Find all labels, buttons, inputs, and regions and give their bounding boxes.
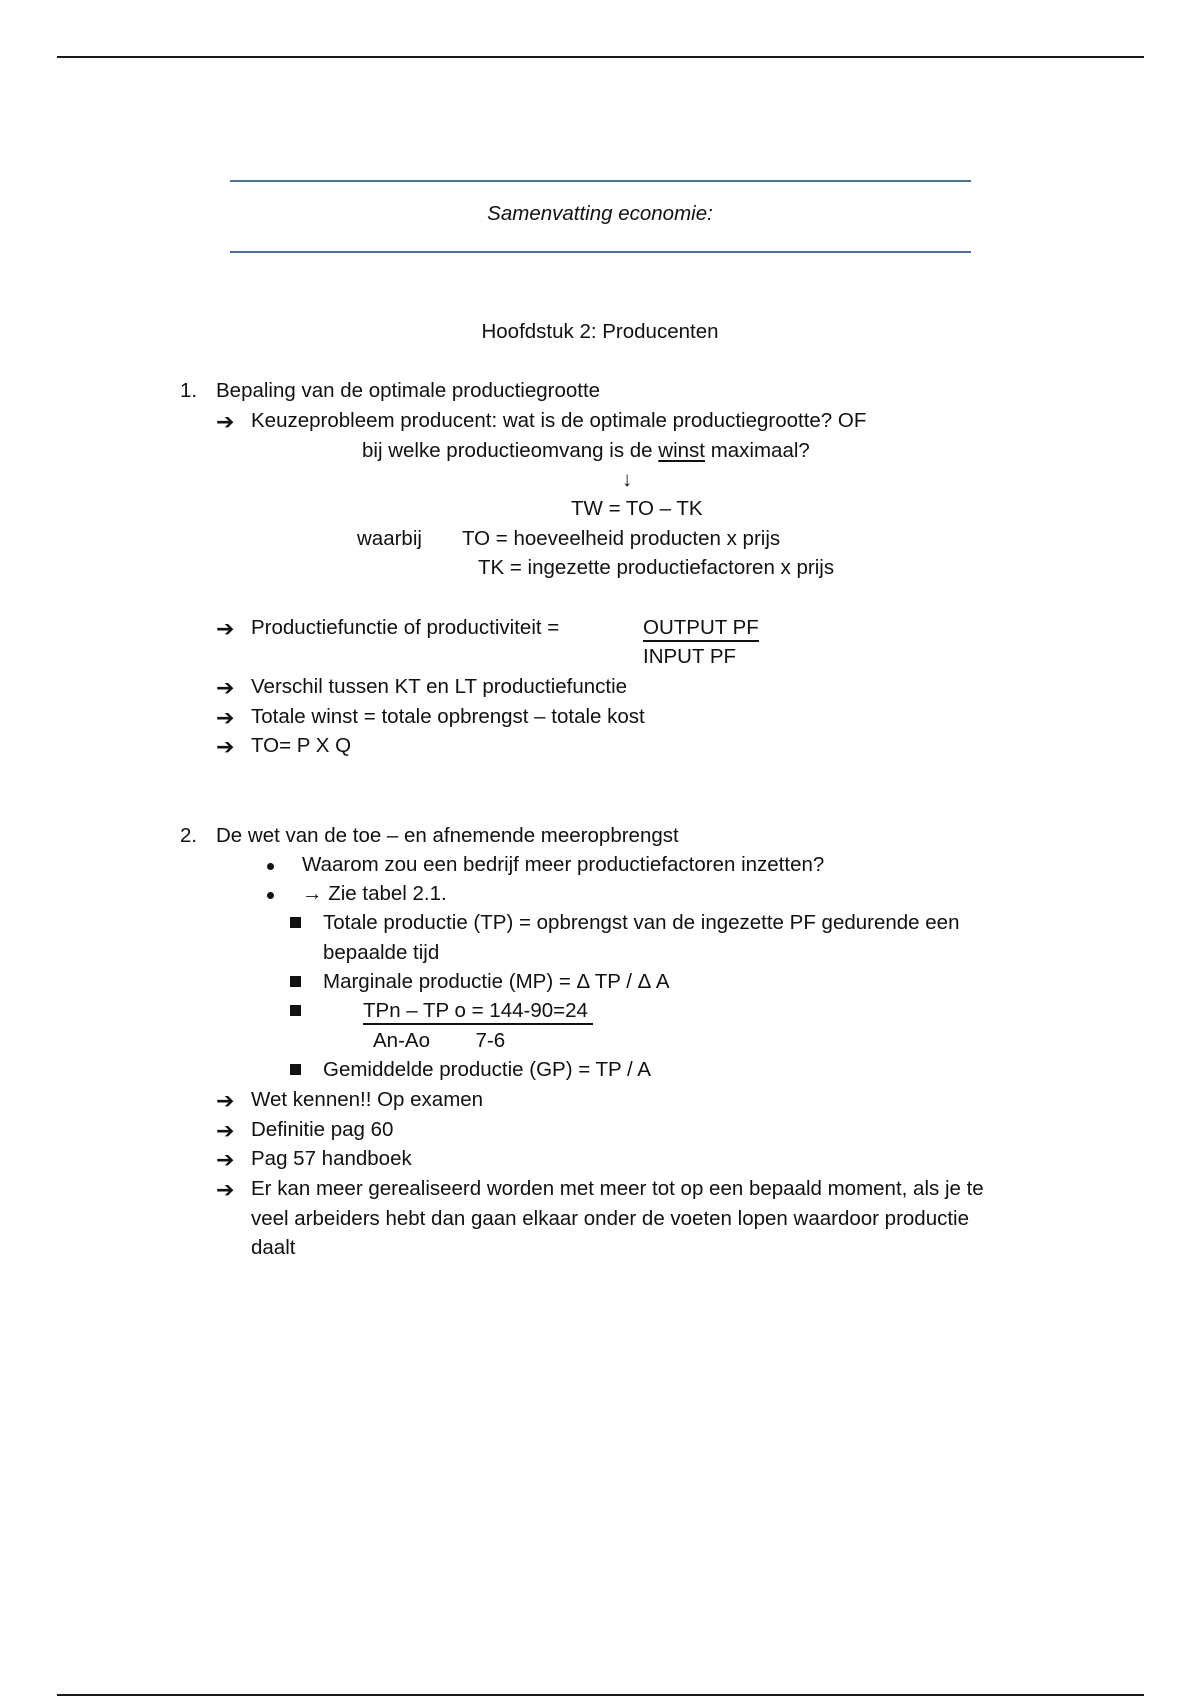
wet-kennen: Wet kennen!! Op examen <box>251 1088 484 1111</box>
verschil-kt-lt: Verschil tussen KT en LT productiefunctie <box>251 675 628 698</box>
page-bottom-rule <box>57 1694 1144 1696</box>
productiefunctie-denominator: INPUT PF <box>643 645 737 668</box>
right-arrow-icon: ➔ <box>216 1118 235 1143</box>
pag-handboek: Pag 57 handboek <box>251 1147 412 1170</box>
square-bullet-icon <box>290 976 301 987</box>
right-arrow-icon: ➔ <box>216 1147 235 1172</box>
section1-heading: Bepaling van de optimale productiegrootte <box>216 379 601 402</box>
meer-gerealiseerd-line1: Er kan meer gerealiseerd worden met meer tot op een bepaald moment, als je te <box>251 1177 984 1200</box>
totale-winst: Totale winst = totale opbrengst – totale kost <box>251 705 645 728</box>
square-bullet-icon <box>290 1064 301 1075</box>
square-bullet-icon <box>290 917 301 928</box>
right-arrow-icon: ➔ <box>216 675 235 700</box>
productiefunctie-numerator: OUTPUT PF <box>643 616 759 639</box>
marginale-productie: Marginale productie (MP) = Δ TP / Δ A <box>323 970 670 993</box>
tk-definition: TK = ingezette productiefactoren x prijs <box>478 556 835 579</box>
meer-gerealiseerd-line2: veel arbeiders hebt dan gaan elkaar onder de voeten lopen waardoor productie <box>251 1207 970 1230</box>
to-formula: TO= P X Q <box>251 734 352 757</box>
bullet-icon <box>267 892 274 899</box>
keuzeprobleem-line2: bij welke productieomvang is de winst maximaal? <box>362 439 810 462</box>
page-top-rule <box>57 56 1144 58</box>
section1-number: 1. <box>180 379 198 402</box>
profit-formula: TW = TO – TK <box>571 497 703 520</box>
section2-number: 2. <box>180 824 198 847</box>
chapter-heading: Hoofdstuk 2: Producenten <box>481 320 719 343</box>
winst-underlined: winst <box>658 439 705 462</box>
right-arrow-icon: ➔ <box>216 1088 235 1113</box>
keuzeprobleem-line1: Keuzeprobleem producent: wat is de optimale productiegrootte? OF <box>251 409 867 432</box>
square-bullet-icon <box>290 1005 301 1016</box>
right-arrow-icon: ➔ <box>216 705 235 730</box>
gemiddelde-productie: Gemiddelde productie (GP) = TP / A <box>323 1058 651 1081</box>
right-arrow-icon: ➔ <box>216 616 235 641</box>
document-title: Samenvatting economie: <box>487 202 713 225</box>
waarbij-label: waarbij <box>357 527 422 550</box>
meer-gerealiseerd-line3: daalt <box>251 1236 296 1259</box>
right-arrow-icon: ➔ <box>216 409 235 434</box>
bullet-zie-tabel: → Zie tabel 2.1. <box>302 882 447 905</box>
title-bottom-rule <box>230 251 971 253</box>
section2-heading: De wet van de toe – en afnemende meeropbrengst <box>216 824 679 847</box>
totale-productie-line1: Totale productie (TP) = opbrengst van de ingezette PF gedurende een <box>323 911 960 934</box>
mp-calc-denominator: An-Ao 7-6 <box>373 1029 506 1052</box>
to-definition: TO = hoeveelheid producten x prijs <box>462 527 781 550</box>
bullet-icon <box>267 863 274 870</box>
right-arrow-icon: ➔ <box>216 734 235 759</box>
productiefunctie-label: Productiefunctie of productiviteit = <box>251 616 560 639</box>
fraction-line <box>363 1023 593 1025</box>
fraction-line <box>643 640 759 642</box>
bullet-waarom: Waarom zou een bedrijf meer productiefactoren inzetten? <box>302 853 825 876</box>
title-top-rule <box>230 180 971 182</box>
down-arrow-icon: ↓ <box>622 468 633 491</box>
definitie-pag: Definitie pag 60 <box>251 1118 394 1141</box>
totale-productie-line2: bepaalde tijd <box>323 941 440 964</box>
mp-calc-numerator: TPn – TP o = 144-90=24 <box>363 999 588 1022</box>
right-arrow-icon: ➔ <box>216 1177 235 1202</box>
